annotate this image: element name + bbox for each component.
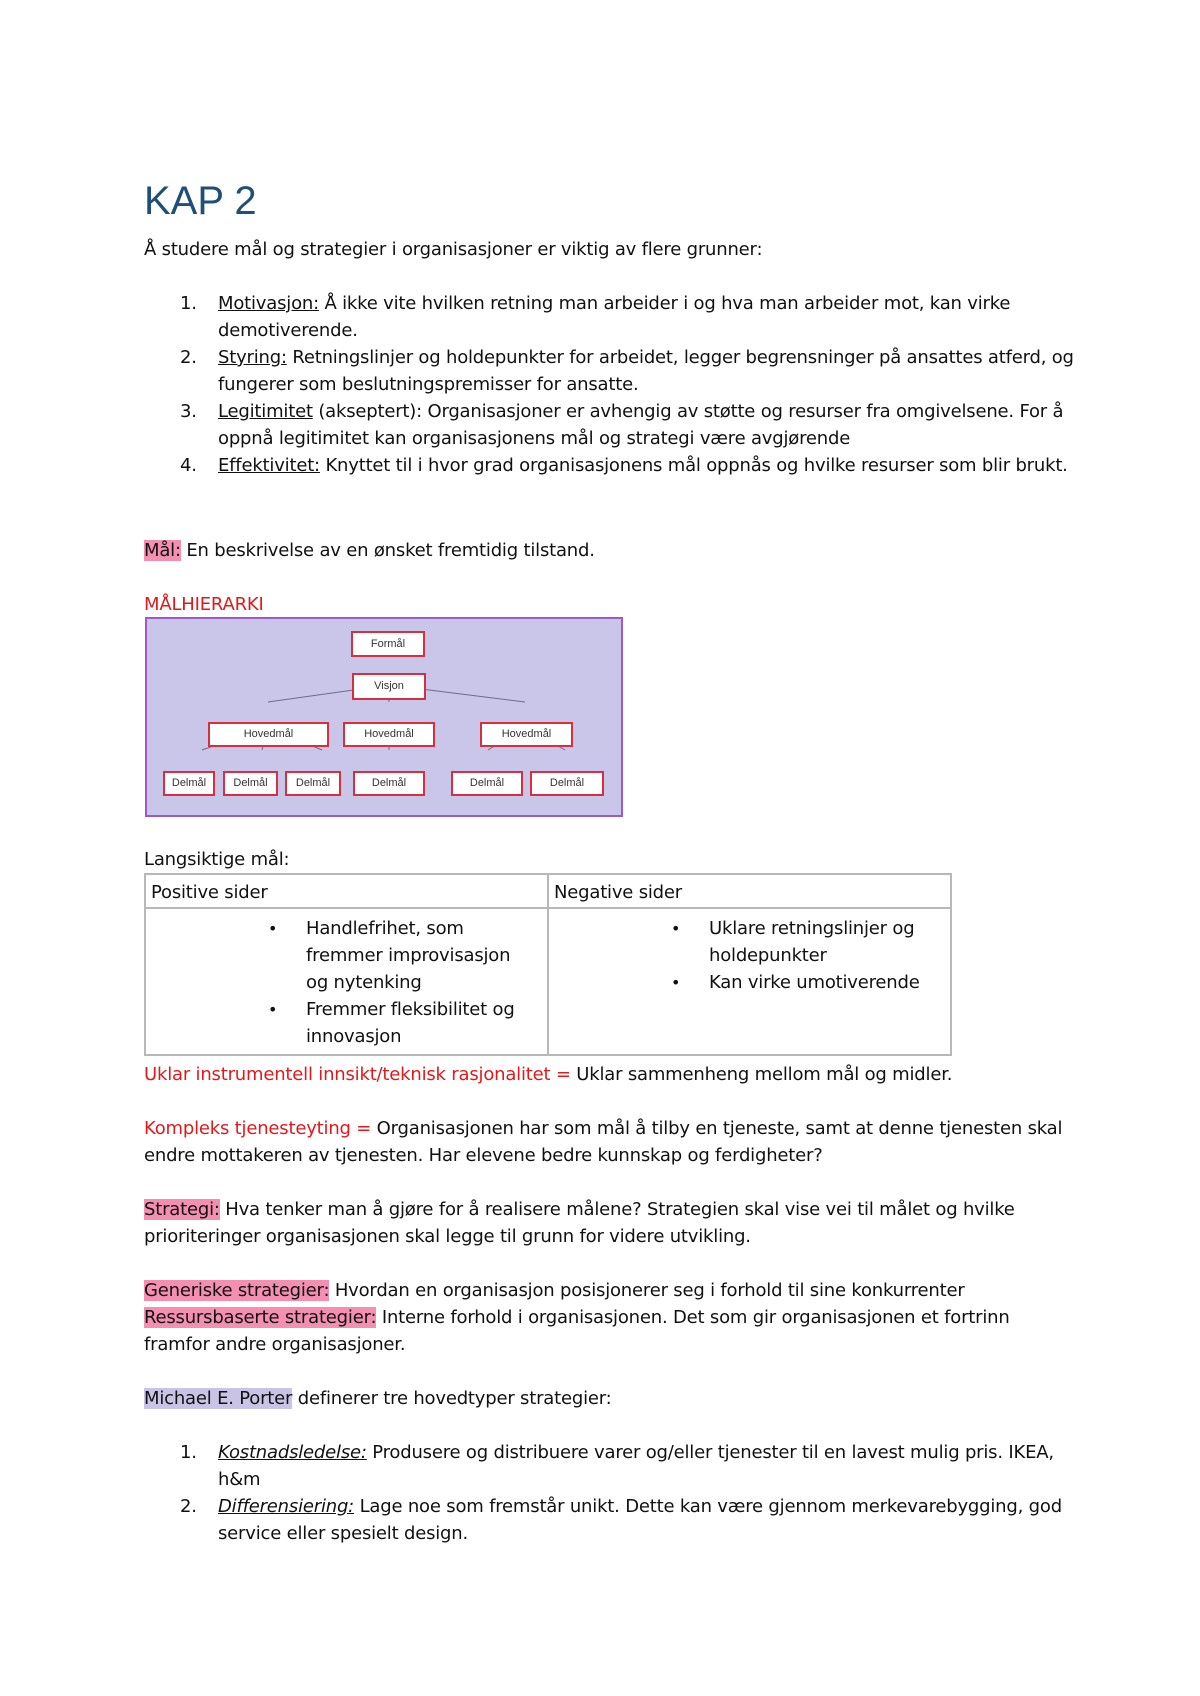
node-hovedmal: Hovedmål (480, 722, 573, 747)
node-delmal: Delmål (285, 771, 341, 796)
term: Uklar instrumentell innsikt/teknisk rasjonalitet = (144, 1064, 571, 1085)
list-item: • Handlefrihet, som fremmer improvisasjon og nytenking (268, 918, 511, 993)
node-delmal: Delmål (530, 771, 604, 796)
page-title: KAP 2 (144, 179, 257, 223)
table-header-negative: Negative sider (548, 874, 951, 908)
reasons-list (144, 290, 1084, 479)
term: Styring: (218, 347, 287, 368)
positive-cell (145, 908, 548, 1055)
maal-definition: Mål: En beskrivelse av en ønsket fremtidig tilstand. (144, 540, 595, 561)
term-highlight: Generiske strategier: (144, 1280, 330, 1301)
term: Effektivitet: (218, 455, 320, 476)
term: Legitimitet (218, 401, 313, 422)
uklar-definition: Uklar instrumentell innsikt/teknisk rasjonalitet = Uklar sammenheng mellom mål og midler. (144, 1064, 953, 1085)
langsiktige-label: Langsiktige mål: (144, 849, 290, 870)
term: Kostnadsledelse: (218, 1442, 367, 1463)
list-item: 2. Styring: Retningslinjer og holdepunkter for arbeidet, legger begrensninger på ansattes atferd, og fungerer som beslutningspremisser for ansatte. (180, 347, 1074, 395)
term: Motivasjon: (218, 293, 319, 314)
node-delmal: Delmål (223, 771, 278, 796)
list-item: 3. Legitimitet (akseptert): Organisasjoner er avhengig av støtte og resurser fra omgivelsene. For å oppnå legitimitet kan organisasjonens mål og strategi være avgjørende (180, 401, 1064, 449)
node-formal: Formål (351, 631, 425, 657)
node-hovedmal: Hovedmål (208, 722, 329, 747)
negative-cell (548, 908, 951, 1055)
porter-name: Michael E. Porter (144, 1388, 293, 1409)
node-hovedmal: Hovedmål (343, 722, 435, 747)
term-highlight: Strategi: (144, 1199, 220, 1220)
list-item: 4. Effektivitet: Knyttet til i hvor grad organisasjonens mål oppnås og hvilke resurser som blir brukt. (180, 455, 1068, 476)
list-item: 1. Kostnadsledelse: Produsere og distribuere varer og/eller tjenester til en lavest mulig pris. IKEA, h&m (180, 1442, 1054, 1490)
list-item: • Fremmer fleksibilitet og innovasjon (268, 999, 515, 1047)
term-highlight: Mål: (144, 540, 181, 561)
term-highlight: Ressursbaserte strategier: (144, 1307, 377, 1328)
kompleks-definition: Kompleks tjenesteyting = Organisasjonen har som mål å tilby en tjeneste, samt at denne tjenesten skal endre mottakeren av tjenesten. Har elevene bedre kunnskap og ferdigheter? (144, 1118, 1063, 1166)
goal-hierarchy-diagram (145, 617, 623, 817)
list-item: • Kan virke umotiverende (671, 972, 920, 993)
ressurs-definition: Ressursbaserte strategier: Interne forhold i organisasjonen. Det som gir organisasjonen et fortrinn framfor andre organisasjoner. (144, 1307, 1010, 1355)
intro-paragraph: Å studere mål og strategier i organisasjoner er viktig av flere grunner: (144, 239, 763, 260)
list-item: 1. Motivasjon: Å ikke vite hvilken retning man arbeider i og hva man arbeider mot, kan virke demotiverende. (180, 293, 1011, 341)
porter-intro: Michael E. Porter definerer tre hovedtyper strategier: (144, 1388, 612, 1409)
strategi-definition: Strategi: Hva tenker man å gjøre for å realisere målene? Strategien skal vise vei til målet og hvilke prioriteringer organisasjonen skal legge til grunn for videre utvikling. (144, 1199, 1015, 1247)
malhierarki-heading: MÅLHIERARKI (144, 594, 264, 615)
node-delmal: Delmål (353, 771, 425, 796)
node-delmal: Delmål (163, 771, 215, 796)
term: Differensiering: (218, 1496, 355, 1517)
list-item: 2. Differensiering: Lage noe som fremstår unikt. Dette kan være gjennom merkevarebygging, god service eller spesielt design. (180, 1496, 1062, 1544)
list-item: • Uklare retningslinjer og holdepunkter (671, 918, 915, 966)
node-visjon: Visjon (352, 673, 426, 700)
node-delmal: Delmål (451, 771, 523, 796)
generiske-definition: Generiske strategier: Hvordan en organisasjon posisjonerer seg i forhold til sine konkurrenter (144, 1280, 965, 1301)
sides-table (144, 873, 952, 1056)
term: Kompleks tjenesteyting = (144, 1118, 372, 1139)
table-header-positive: Positive sider (145, 874, 548, 908)
porter-list (144, 1439, 1084, 1547)
